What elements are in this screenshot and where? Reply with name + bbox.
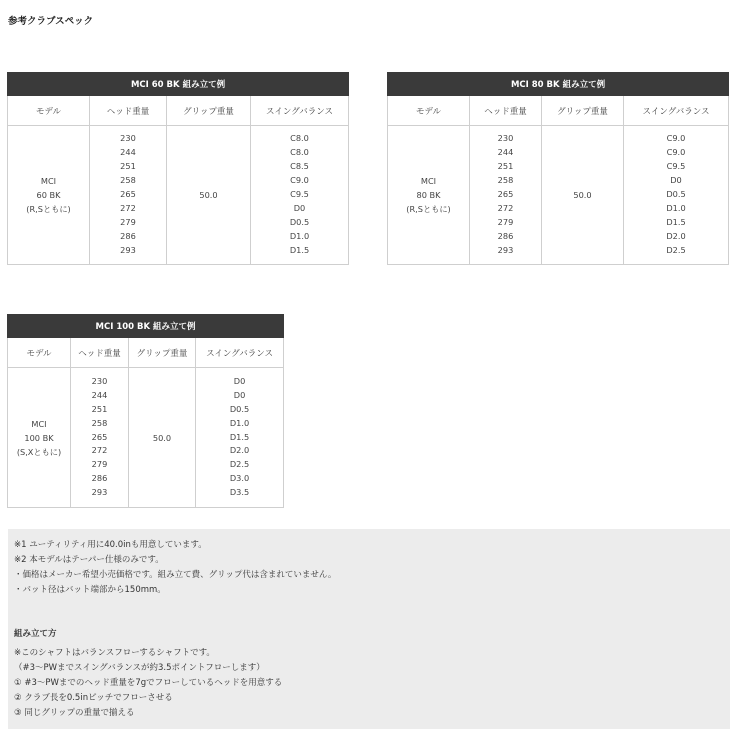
head-weight-value: 251	[497, 161, 514, 172]
swing-balance-cell	[624, 126, 729, 265]
swing-balance-value: D1.0	[289, 230, 310, 241]
header-grip-weight: グリップ重量	[542, 96, 624, 126]
head-weight-value: 265	[120, 189, 136, 200]
head-weight-value: 265	[497, 189, 514, 200]
assembly-line: ① #3～PWまでのヘッド重量を7gでフローしているヘッドを用意する	[14, 678, 283, 688]
head-weight-value: 244	[497, 147, 514, 158]
grip-weight-cell: 50.0	[542, 126, 624, 265]
swing-balance-value: C8.5	[290, 161, 309, 172]
head-weight-value: 272	[497, 202, 514, 213]
swing-balance-value: D2.0	[666, 230, 686, 241]
model-name: MCI	[420, 176, 437, 186]
table-title: MCI 100 BK 組み立て例	[8, 315, 284, 338]
head-weight-value: 230	[120, 133, 136, 144]
head-weight-value: 230	[91, 375, 108, 386]
head-weight-cell	[71, 368, 129, 508]
head-weight-value: 258	[497, 175, 514, 186]
assembly-line: ③ 同じグリップの重量で揃える	[14, 708, 135, 718]
swing-balance-value: C9.5	[666, 161, 686, 172]
notes-panel	[8, 529, 730, 729]
page-heading: 参考クラブスペック	[8, 16, 94, 27]
head-weight-value: 279	[497, 216, 514, 227]
swing-balance-value: D0	[670, 175, 682, 186]
table-title: MCI 60 BK 組み立て例	[8, 73, 349, 96]
table-title: MCI 80 BK 組み立て例	[388, 73, 729, 96]
swing-balance-value: D1.5	[666, 216, 686, 227]
head-weight-value: 272	[120, 202, 136, 213]
head-weight-value: 272	[91, 445, 108, 456]
swing-balance-value: D2.5	[666, 244, 686, 255]
header-head-weight: ヘッド重量	[71, 338, 129, 368]
head-weight-value: 265	[91, 431, 108, 442]
swing-balance-value: C9.5	[290, 189, 309, 200]
head-weight-value: 279	[91, 459, 108, 470]
model-flex: (R,Sともに)	[26, 204, 71, 214]
swing-balance-value: D3.5	[229, 487, 250, 498]
assembly-title: 組み立て方	[14, 629, 57, 639]
grip-weight-cell: 50.0	[167, 126, 251, 265]
model-name: MCI	[40, 176, 57, 186]
model-name: MCI	[31, 418, 47, 429]
swing-balance-value: D3.0	[229, 473, 250, 484]
swing-balance-value: D1.0	[229, 417, 250, 428]
head-weight-value: 286	[91, 473, 108, 484]
spec-table-mci-100	[7, 314, 284, 508]
head-weight-value: 286	[497, 230, 514, 241]
model-cell	[8, 368, 71, 508]
swing-balance-value: C8.0	[290, 133, 309, 144]
model-flex: (S,Xともに)	[16, 446, 62, 457]
spec-table-mci-80	[387, 72, 729, 265]
spec-table-mci-60	[7, 72, 349, 265]
head-weight-value: 258	[91, 417, 108, 428]
head-weight-value: 230	[497, 133, 514, 144]
model-flex: (R,Sともに)	[406, 204, 451, 214]
header-model: モデル	[8, 338, 71, 368]
head-weight-cell	[90, 126, 167, 265]
head-weight-value: 251	[91, 403, 108, 414]
note-line: ・バット径はバット端部から150mm。	[14, 585, 166, 595]
swing-balance-value: C8.0	[290, 147, 309, 158]
model-weight: 60 BK	[36, 190, 61, 200]
head-weight-cell	[470, 126, 542, 265]
head-weight-value: 293	[91, 487, 108, 498]
swing-balance-cell	[251, 126, 349, 265]
header-swing-balance: スイングバランス	[196, 338, 284, 368]
model-weight: 100 BK	[24, 432, 54, 443]
header-head-weight: ヘッド重量	[470, 96, 542, 126]
swing-balance-value: C9.0	[666, 133, 686, 144]
assembly-line: ② クラブ長を0.5inピッチでフローさせる	[14, 693, 173, 703]
head-weight-value: 286	[120, 230, 136, 241]
swing-balance-value: D2.0	[229, 445, 250, 456]
note-line: ※2 本モデルはテーパー仕様のみです。	[14, 555, 164, 565]
note-line: ・価格はメーカー希望小売価格です。組み立て費、グリップ代は含まれていません。	[14, 570, 337, 580]
swing-balance-value: C9.0	[290, 175, 309, 186]
swing-balance-cell	[196, 368, 284, 508]
swing-balance-value: D0.5	[666, 189, 686, 200]
head-weight-value: 258	[120, 175, 136, 186]
swing-balance-value: D1.5	[289, 244, 310, 255]
head-weight-value: 279	[120, 216, 136, 227]
head-weight-value: 251	[120, 161, 136, 172]
head-weight-value: 293	[497, 244, 514, 255]
assembly-line: （#3～PWまでスイングバランスが約3.5ポイントフローします）	[14, 663, 265, 673]
grip-weight-cell: 50.0	[129, 368, 196, 508]
header-model: モデル	[388, 96, 470, 126]
swing-balance-value: D2.5	[229, 459, 250, 470]
header-grip-weight: グリップ重量	[129, 338, 196, 368]
swing-balance-value: D0	[233, 375, 246, 386]
swing-balance-value: D0	[233, 389, 246, 400]
model-cell	[388, 126, 470, 265]
header-model: モデル	[8, 96, 90, 126]
head-weight-value: 244	[91, 389, 108, 400]
swing-balance-value: D1.0	[666, 202, 686, 213]
head-weight-value: 293	[120, 244, 136, 255]
model-cell	[8, 126, 90, 265]
note-line: ※1 ユーティリティ用に40.0inも用意しています。	[14, 540, 207, 550]
swing-balance-value: D1.5	[229, 431, 250, 442]
header-swing-balance: スイングバランス	[624, 96, 729, 126]
swing-balance-value: C9.0	[666, 147, 686, 158]
assembly-line: ※このシャフトはバランスフローするシャフトです。	[14, 648, 215, 658]
head-weight-value: 244	[120, 147, 136, 158]
swing-balance-value: D0.5	[229, 403, 250, 414]
header-head-weight: ヘッド重量	[90, 96, 167, 126]
header-swing-balance: スイングバランス	[251, 96, 349, 126]
swing-balance-value: D0.5	[289, 216, 310, 227]
header-grip-weight: グリップ重量	[167, 96, 251, 126]
swing-balance-value: D0	[293, 202, 306, 213]
model-weight: 80 BK	[416, 190, 441, 200]
